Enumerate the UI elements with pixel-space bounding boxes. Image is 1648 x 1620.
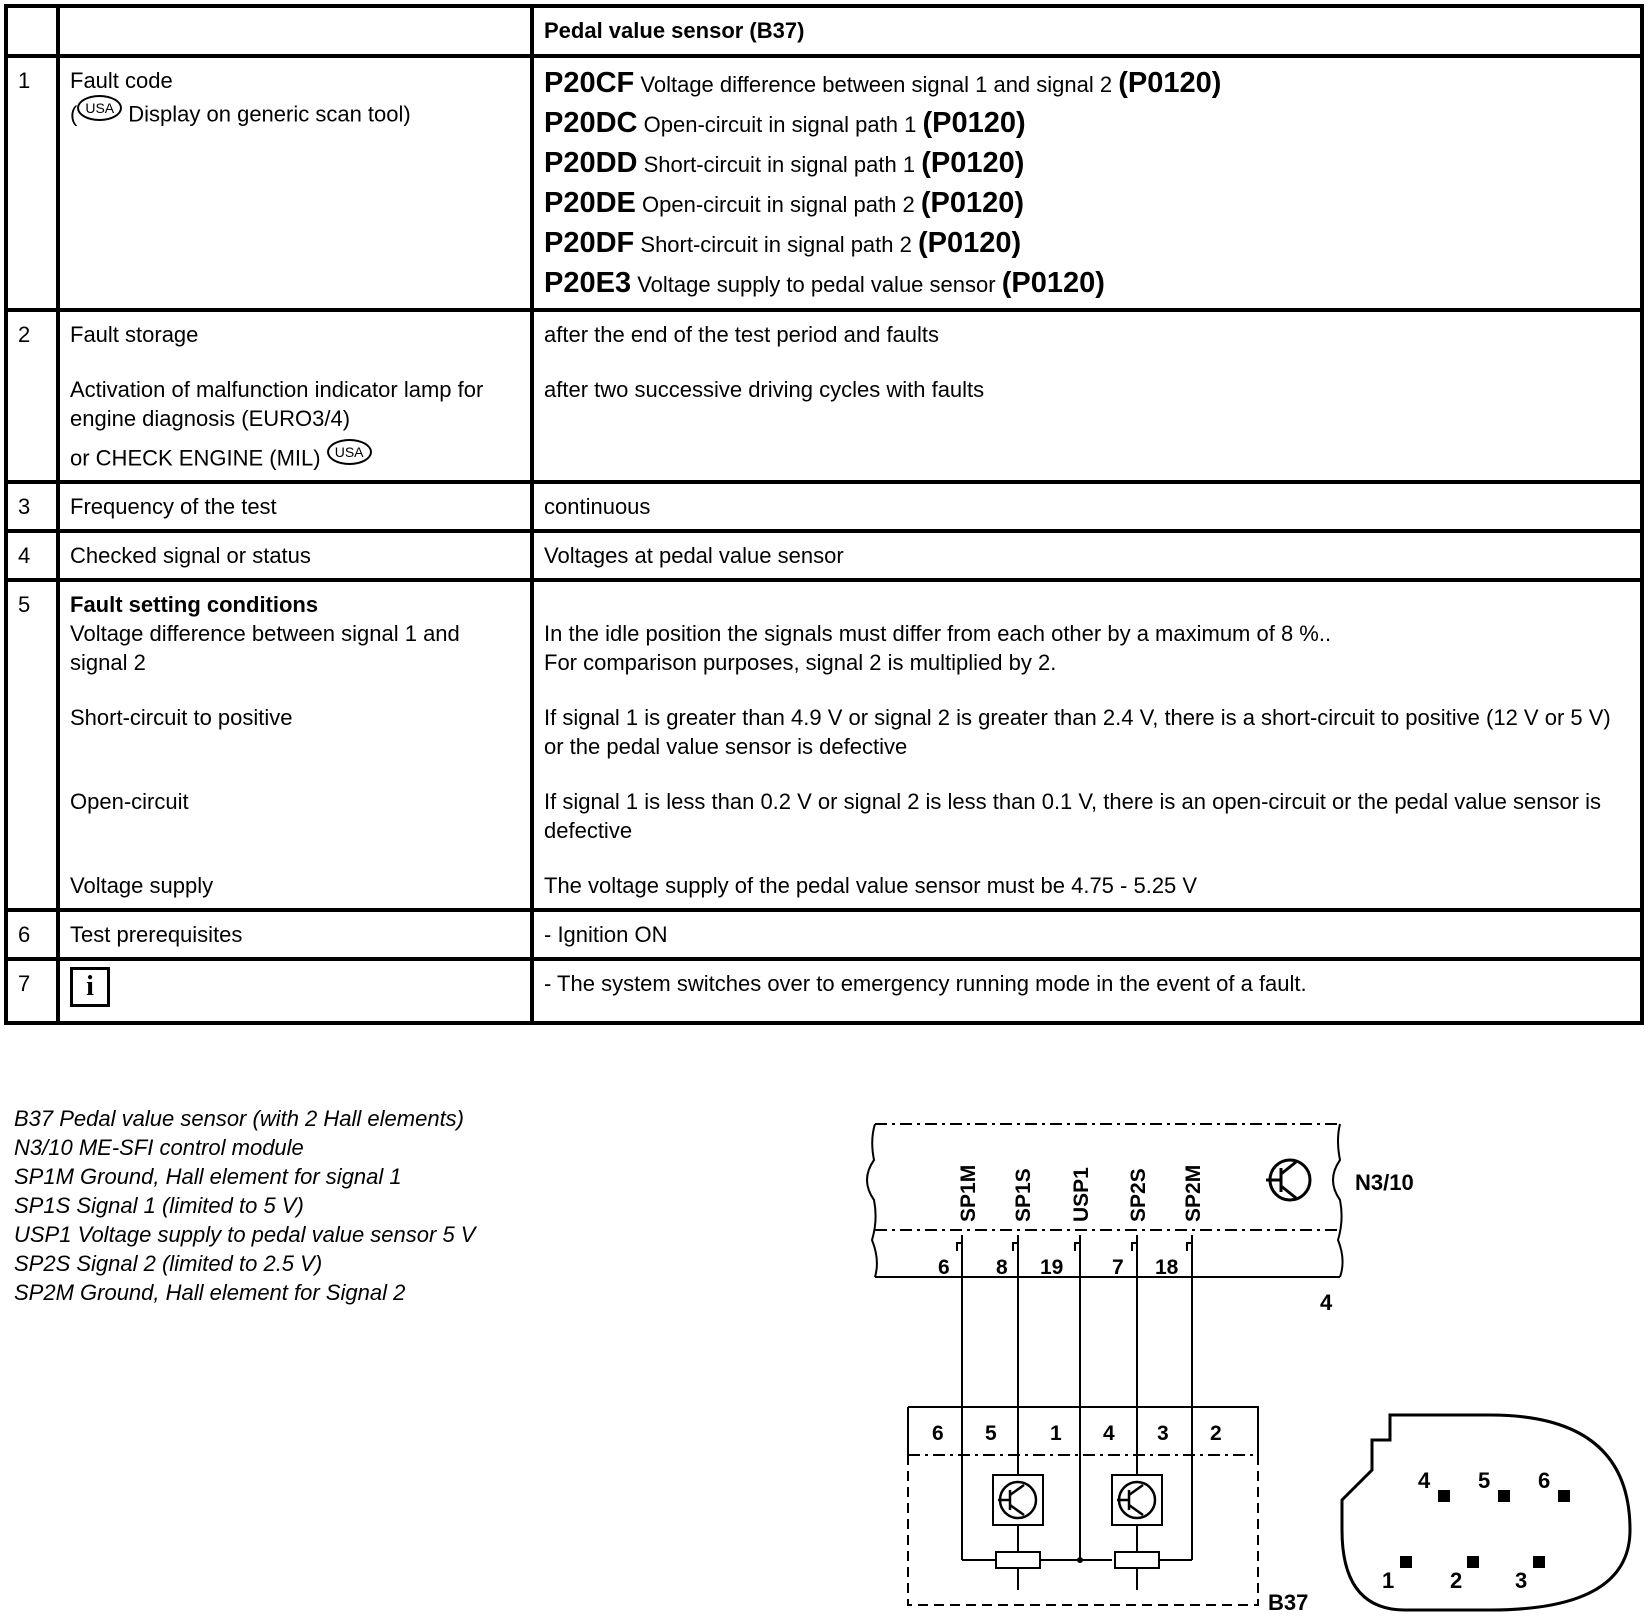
condition-value-line: In the idle position the signals must differ from each other by a maximum of 8 %..	[544, 621, 1332, 647]
fault-description: Short-circuit in signal path 2	[640, 232, 912, 257]
fault-description: Open-circuit in signal path 2	[642, 192, 915, 217]
condition-value-line: For comparison purposes, signal 2 is multiplied by 2.	[544, 650, 1057, 676]
legend-item: USP1 Voltage supply to pedal value sensor 5 V	[14, 1222, 476, 1247]
fault-code-label: Fault code	[70, 68, 173, 93]
row-number: 7	[6, 959, 58, 1023]
generic-code: (P0120)	[1118, 67, 1222, 99]
module-pin-number: 7	[1112, 1256, 1124, 1279]
sensor-pin-number: 1	[1050, 1422, 1062, 1445]
header-title: Pedal value sensor (B37)	[532, 6, 1642, 56]
junction-dot	[1077, 1557, 1083, 1563]
fault-storage-value: after the end of the test period and faults	[544, 322, 940, 347]
generic-code: (P0120)	[917, 227, 1022, 259]
row-label: Frequency of the test	[58, 482, 532, 531]
module-pin-name: USP1	[1070, 1167, 1093, 1222]
module-pin-number: 6	[938, 1256, 950, 1279]
info-icon: i	[70, 967, 110, 1007]
generic-code: (P0120)	[1001, 267, 1105, 299]
legend-item: SP1M Ground, Hall element for signal 1	[14, 1164, 402, 1189]
row-value: continuous	[532, 482, 1642, 531]
legend-item: SP2S Signal 2 (limited to 2.5 V)	[14, 1251, 323, 1276]
module-pin-name: SP1M	[957, 1164, 980, 1222]
connector-pin-number: 2	[1450, 1568, 1463, 1593]
fault-description: Open-circuit in signal path 1	[643, 112, 917, 137]
connector-pin-number: 1	[1382, 1568, 1395, 1593]
condition-label: Open-circuit	[70, 789, 189, 815]
module-pin-name: SP2M	[1182, 1164, 1205, 1222]
fault-code-sublabel: ( USA Display on generic scan tool)	[70, 95, 520, 128]
sensor-pin-number: 5	[985, 1422, 997, 1445]
check-engine-text: or CHECK ENGINE (MIL)	[70, 445, 321, 471]
row-number: 5	[6, 580, 58, 910]
row-value: - The system switches over to emergency running mode in the event of a fault.	[532, 959, 1642, 1023]
module-pin-number: 19	[1040, 1256, 1064, 1279]
generic-code: (P0120)	[921, 147, 1025, 179]
sensor-pin-number: 2	[1210, 1422, 1222, 1445]
control-module	[867, 1124, 1343, 1277]
sensor-box	[908, 1407, 1258, 1605]
fault-description: Voltage supply to pedal value sensor	[637, 272, 996, 297]
module-pin-name: SP1S	[1012, 1168, 1035, 1222]
generic-code: (P0120)	[922, 107, 1026, 139]
row-number: 2	[6, 310, 58, 482]
fault-storage-label: Fault storage	[70, 322, 199, 347]
legend-item: SP2M Ground, Hall element for Signal 2	[14, 1280, 406, 1305]
wire-number: 4	[1320, 1290, 1333, 1315]
condition-label: Voltage difference between signal 1 and signal 2	[70, 621, 460, 676]
legend-item: N3/10 ME-SFI control module	[14, 1135, 304, 1160]
sensor-pin-number: 4	[1103, 1422, 1115, 1445]
connector-pin-number: 4	[1418, 1468, 1431, 1493]
generic-code: (P0120)	[920, 187, 1025, 219]
row-label: Checked signal or status	[58, 531, 532, 580]
row-value: Voltages at pedal value sensor	[532, 531, 1642, 580]
condition-value: If signal 1 is less than 0.2 V or signal 2 is less than 0.1 V, there is an open-circuit or the pedal value sensor is defective	[544, 789, 1601, 844]
row-number: 4	[6, 531, 58, 580]
legend-item: B37 Pedal value sensor (with 2 Hall elements)	[14, 1106, 465, 1131]
module-pin-number: 18	[1155, 1256, 1179, 1279]
generic-scan-tool-text: Display on generic scan tool)	[128, 101, 411, 127]
sensor-pin-number: 3	[1157, 1422, 1169, 1445]
connector-pins	[1400, 1490, 1570, 1568]
fault-code: P20E3	[544, 267, 632, 299]
fault-code: P20DE	[544, 187, 636, 219]
mil-activation-label: Activation of malfunction indicator lamp for engine diagnosis (EURO3/4)	[70, 377, 484, 431]
row-number: 6	[6, 910, 58, 959]
transistor-icon	[998, 1482, 1036, 1518]
fault-description: Voltage difference between signal 1 and signal 2	[640, 72, 1113, 97]
usa-badge-icon: USA	[327, 439, 372, 465]
module-label: N3/10	[1355, 1170, 1414, 1195]
condition-value: The voltage supply of the pedal value sensor must be 4.75 - 5.25 V	[544, 873, 1198, 899]
legend-item: SP1S Signal 1 (limited to 5 V)	[14, 1193, 304, 1218]
module-pin-name: SP2S	[1127, 1168, 1150, 1222]
row-label: Test prerequisites	[58, 910, 532, 959]
row-number: 1	[6, 56, 58, 310]
fault-code: P20DD	[544, 147, 638, 179]
connector-pin-number: 3	[1515, 1568, 1528, 1593]
hall-elements	[962, 1443, 1192, 1590]
transistor-icon	[1117, 1482, 1155, 1518]
row-number: 3	[6, 482, 58, 531]
transistor-symbol-icon	[1266, 1160, 1310, 1200]
connector-pin-number: 5	[1478, 1468, 1491, 1493]
fault-conditions-title: Fault setting conditions	[70, 592, 319, 618]
fault-code: P20DC	[544, 107, 638, 139]
sensor-pin-number: 6	[932, 1422, 944, 1445]
connector-pin-number: 6	[1538, 1468, 1551, 1493]
condition-label: Voltage supply	[70, 873, 214, 899]
fault-description: Short-circuit in signal path 1	[643, 152, 916, 177]
sensor-label: B37	[1268, 1590, 1309, 1615]
mil-activation-value: after two successive driving cycles with faults	[544, 377, 985, 402]
condition-label: Short-circuit to positive	[70, 705, 293, 731]
fault-code: P20CF	[544, 67, 635, 99]
fault-code: P20DF	[544, 227, 635, 259]
row-value: - Ignition ON	[532, 910, 1642, 959]
condition-value: If signal 1 is greater than 4.9 V or signal 2 is greater than 2.4 V, there is a short-circuit to positive (12 V or 5 V) or the pedal value sensor is defective	[544, 705, 1611, 760]
module-pin-number: 8	[996, 1256, 1008, 1279]
usa-badge-icon: USA	[77, 95, 122, 121]
